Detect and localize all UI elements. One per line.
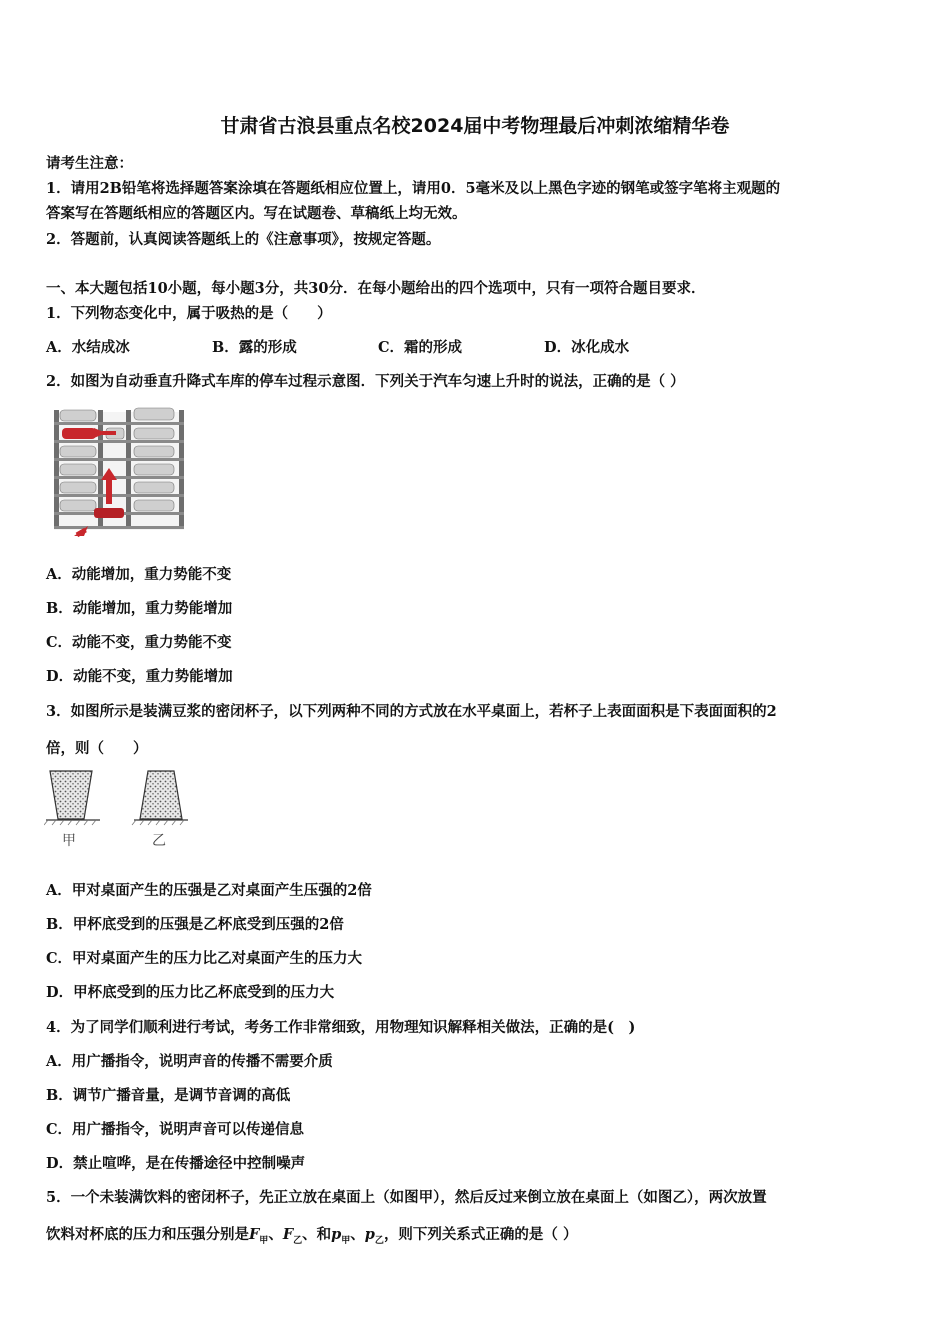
sub-jia-1: 甲: [259, 1235, 269, 1246]
sep-2: 、和: [302, 1226, 332, 1243]
symbol-p-jia: p: [331, 1226, 342, 1243]
q5-stem-a: 5．一个未装满饮料的密闭杯子，先正立放在桌面上（如图甲），然后反过来倒立放在桌面上（如图乙），两次放置: [46, 1189, 767, 1206]
notice-item-1a: 1．请用2B铅笔将选择题答案涂填在答题纸相应位置上，请用0．5毫米及以上黑色字迹的钢笔或签字笔将主观题的: [46, 180, 781, 197]
notice-item-1b: 答案写在答题纸相应的答题区内。写在试题卷、草稿纸上均无效。: [46, 205, 467, 222]
cups-figure: [44, 765, 190, 851]
q5-stem-b-tail: ，则下列关系式正确的是（ ）: [383, 1226, 578, 1243]
symbol-f-yi: F: [282, 1226, 294, 1243]
q3-option-b: B．甲杯底受到的压强是乙杯底受到压强的2倍: [46, 916, 344, 933]
q1-option-b: B．露的形成: [212, 339, 297, 356]
q3-option-d: D．甲杯底受到的压力比乙杯底受到的压力大: [46, 984, 335, 1001]
q4-option-b: B．调节广播音量，是调节音调的高低: [46, 1087, 291, 1104]
q1-stem: 1．下列物态变化中，属于吸热的是（ ）: [46, 305, 332, 322]
q2-option-a: A．动能增加，重力势能不变: [46, 566, 232, 583]
symbol-f-jia: F: [249, 1226, 260, 1243]
page-title: 甘肃省古浪县重点名校2024届中考物理最后冲刺浓缩精华卷: [220, 115, 730, 137]
q3-stem-a: 3．如图所示是装满豆浆的密闭杯子，以下列两种不同的方式放在水平桌面上，若杯子上表面面积是下表面面积的2: [46, 703, 777, 720]
q1-option-c: C．霜的形成: [378, 339, 463, 356]
q5-stem-b: [46, 1223, 578, 1246]
parking-garage-figure: [46, 402, 192, 542]
section-heading: 一、本大题包括10小题，每小题3分，共30分．在每小题给出的四个选项中，只有一项符合题目要求．: [46, 280, 706, 297]
sub-yi-1: 乙: [293, 1235, 303, 1246]
q4-option-a: A．用广播指令，说明声音的传播不需要介质: [46, 1053, 333, 1070]
q4-option-d: D．禁止喧哗，是在传播途径中控制噪声: [46, 1155, 306, 1172]
sub-yi-2: 乙: [374, 1235, 384, 1246]
notice-item-2: 2．答题前，认真阅读答题纸上的《注意事项》，按规定答题。: [46, 231, 441, 248]
q1-options: [46, 336, 710, 357]
q3-option-a: A．甲对桌面产生的压强是乙对桌面产生压强的2倍: [46, 882, 372, 899]
q1-option-a: A．水结成冰: [46, 339, 130, 356]
symbol-p-yi: p: [364, 1226, 375, 1243]
notice-heading: 请考生注意：: [46, 155, 133, 172]
q5-stem-b-lead: 饮料对杯底的压力和压强分别是: [46, 1226, 249, 1243]
sep-3: 、: [350, 1226, 365, 1243]
q4-option-c: C．用广播指令，说明声音可以传递信息: [46, 1121, 305, 1138]
q2-option-d: D．动能不变，重力势能增加: [46, 668, 233, 685]
q4-stem: 4．为了同学们顺利进行考试，考务工作非常细致，用物理知识解释相关做法，正确的是( ): [46, 1019, 636, 1036]
fig-label-yi: 乙: [152, 833, 166, 849]
sep-1: 、: [268, 1226, 283, 1243]
q3-option-c: C．甲对桌面产生的压力比乙对桌面产生的压力大: [46, 950, 363, 967]
q2-option-c: C．动能不变，重力势能不变: [46, 634, 232, 651]
q2-option-b: B．动能增加，重力势能增加: [46, 600, 233, 617]
q2-stem: 2．如图为自动垂直升降式车库的停车过程示意图．下列关于汽车匀速上升时的说法，正确的是（ ）: [46, 373, 685, 390]
q3-stem-b: 倍，则（ ）: [46, 740, 148, 757]
fig-label-jia: 甲: [62, 833, 76, 849]
q1-option-d: D．冰化成水: [544, 339, 630, 356]
sub-jia-2: 甲: [341, 1235, 351, 1246]
